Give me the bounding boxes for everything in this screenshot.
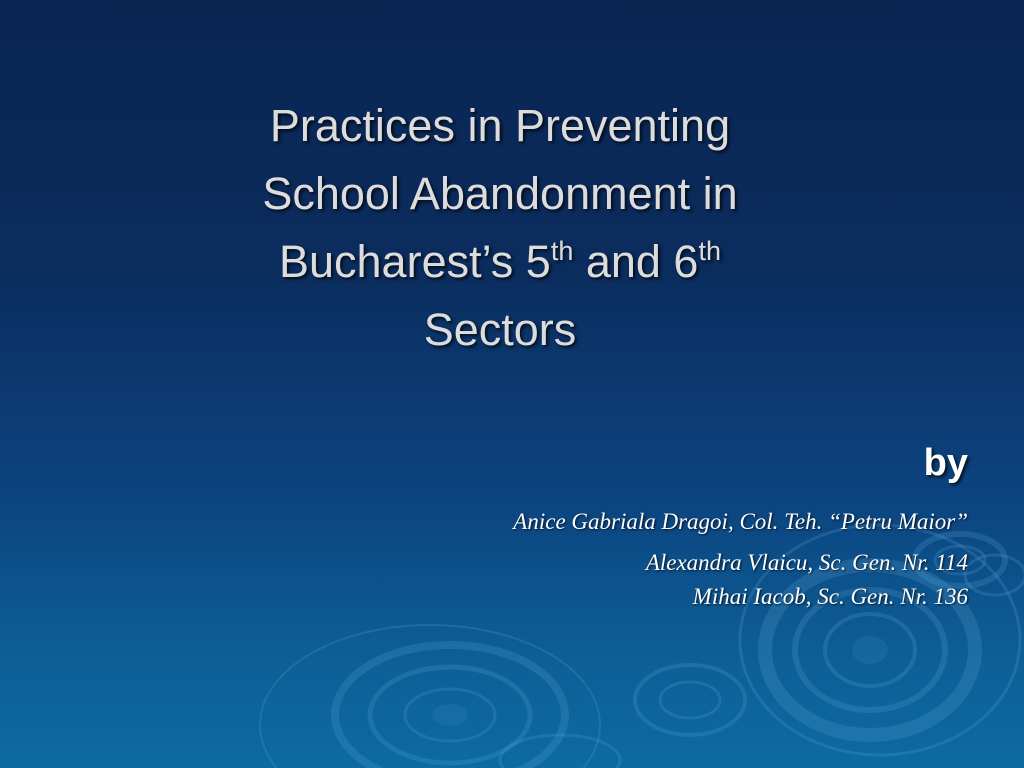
slide-title bbox=[150, 92, 850, 364]
author-item: Alexandra Vlaicu, Sc. Gen. Nr. 114 bbox=[645, 550, 968, 575]
title-line-4: Sectors bbox=[423, 304, 577, 355]
title-line-3-part-b: and 6 bbox=[573, 236, 699, 287]
author-item: Anice Gabriala Dragoi, Col. Teh. “Petru Maior” bbox=[513, 509, 968, 534]
title-superscript-1: th bbox=[550, 236, 574, 266]
author-list bbox=[318, 505, 968, 614]
title-line-3-part-a: Bucharest’s 5 bbox=[278, 236, 551, 287]
title-line-2: School Abandonment in bbox=[262, 168, 738, 219]
author-item: Mihai Iacob, Sc. Gen. Nr. 136 bbox=[692, 584, 968, 609]
title-line-1: Practices in Preventing bbox=[269, 100, 731, 151]
title-superscript-2: th bbox=[698, 236, 721, 266]
byline-heading: by bbox=[923, 442, 968, 484]
title-line-3 bbox=[150, 228, 850, 296]
